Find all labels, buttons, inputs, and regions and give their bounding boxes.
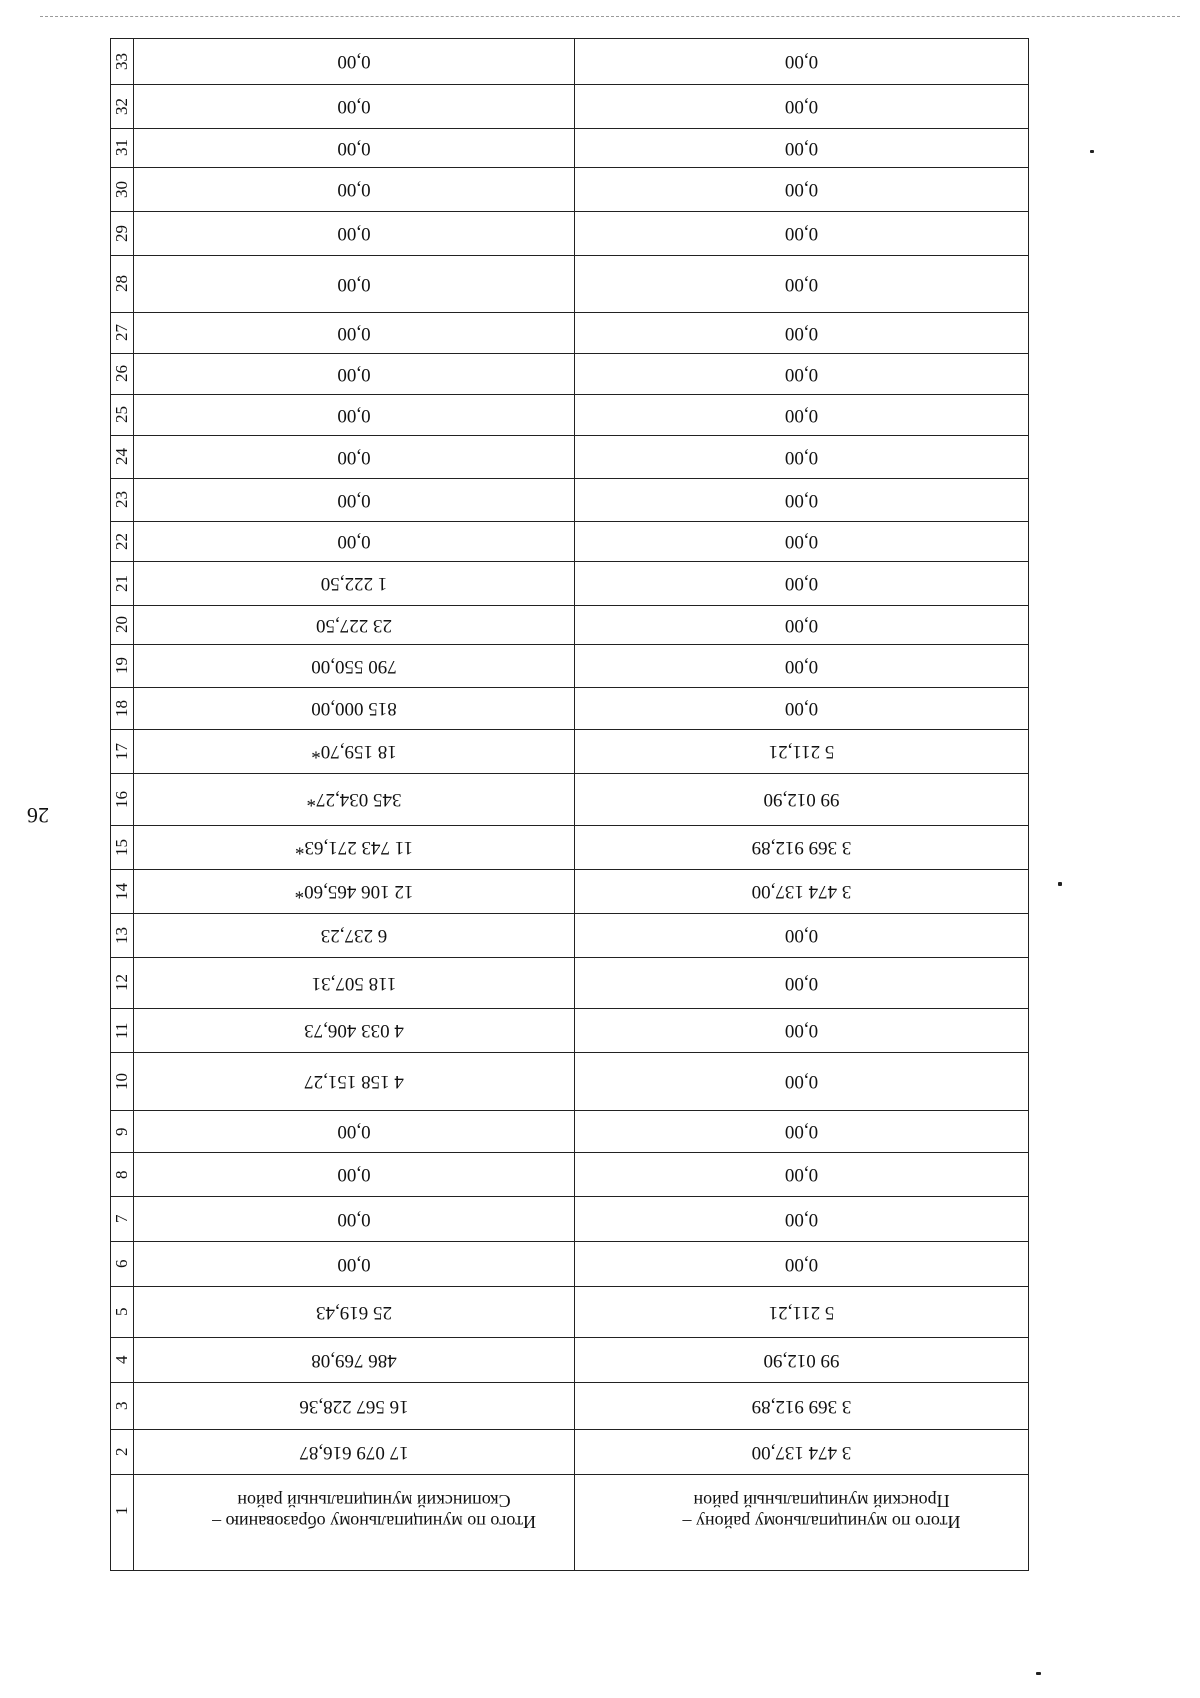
scan-speck: [1036, 1672, 1041, 1675]
cell-left-value: 345 034,27*: [306, 789, 402, 811]
table-row: [111, 730, 1028, 774]
cell-right-value: 0,00: [784, 1020, 819, 1042]
cell-left-value: 0,00: [337, 322, 371, 344]
cell-left-value: 0,00: [337, 1121, 371, 1143]
table-row: [111, 1242, 1028, 1287]
cell-right-value: 3 369 912,89: [751, 1395, 852, 1417]
cell-right-value: 0,00: [784, 273, 819, 295]
cell-right-value: 0,00: [784, 1208, 819, 1230]
cell-left-value: 11 743 271,63*: [294, 837, 414, 859]
table-row: [111, 688, 1028, 730]
cell-left-value: 4 158 151,27: [304, 1071, 404, 1093]
row-number: 29: [112, 225, 131, 242]
cell-left-value: 25 619,43: [316, 1301, 392, 1323]
row-number: 3: [112, 1401, 131, 1411]
cell-left-value: 0,00: [337, 137, 371, 159]
table-row: [111, 212, 1028, 256]
table-row: [111, 606, 1028, 645]
table-row: [111, 168, 1028, 212]
row-number: 9: [112, 1127, 131, 1136]
cell-left-value: 0,00: [337, 273, 371, 295]
table-row: [111, 826, 1028, 870]
row-number: 19: [112, 657, 131, 675]
cell-left-value: 815 000,00: [311, 698, 397, 720]
row-number: 2: [112, 1447, 131, 1457]
cell-right-value: 5 211,21: [768, 741, 835, 763]
cell-right-value: 0,00: [784, 972, 819, 994]
cell-left-value: 0,00: [337, 223, 371, 245]
row-number: 24: [112, 448, 131, 466]
cell-left-value: 486 769,08: [311, 1349, 397, 1371]
cell-left-value: 0,00: [337, 1208, 371, 1230]
cell-left-value: 1 222,50: [320, 573, 388, 595]
cell-right-value: 0,00: [784, 223, 819, 245]
table-row: [111, 129, 1028, 168]
table-row: [111, 395, 1028, 436]
cell-right-value: 0,00: [784, 655, 819, 677]
cell-right-value: 0,00: [784, 614, 819, 636]
cell-right-value: 3 369 912,89: [751, 837, 852, 859]
cell-right-value: 0,00: [784, 51, 819, 73]
cell-left-value: 4 033 406,73: [304, 1020, 404, 1042]
table-row: [111, 870, 1028, 914]
scan-speck: [1090, 150, 1094, 153]
cell-right-value: 0,00: [784, 925, 819, 947]
row-number: 5: [112, 1307, 131, 1317]
cell-left-value: 0,00: [337, 51, 371, 73]
cell-left-value: 0,00: [337, 1253, 371, 1275]
cell-right-value: 0,00: [784, 179, 819, 201]
table-row: [111, 256, 1028, 313]
row-number: 32: [112, 98, 131, 115]
cell-left-value: 0,00: [337, 531, 371, 553]
table-row: [111, 1111, 1028, 1153]
table-row: [111, 1338, 1028, 1383]
cell-right-value: 0,00: [784, 1071, 819, 1093]
row-number: 17: [112, 743, 131, 760]
row-number: 30: [112, 181, 131, 198]
row-number: 22: [112, 533, 131, 550]
row-number: 33: [112, 53, 131, 70]
cell-right-value: 0,00: [784, 1164, 819, 1186]
row-number: 4: [112, 1355, 131, 1365]
cell-left-value: 790 550,00: [311, 655, 397, 677]
cell-left-value: 0,00: [337, 179, 371, 201]
table-row: [111, 436, 1028, 479]
row-number: 7: [112, 1214, 131, 1224]
table-row: [111, 1287, 1028, 1338]
cell-right-value: 0,00: [784, 1121, 819, 1143]
cell-left-value: 0,00: [337, 446, 371, 468]
cell-left-value: 0,00: [337, 96, 371, 118]
table-row: [111, 1383, 1028, 1430]
row-number: 1: [112, 1506, 131, 1516]
cell-right-value: 3 474 137,00: [751, 881, 852, 903]
row-number: 8: [112, 1170, 131, 1179]
cell-right-value: 0,00: [784, 489, 819, 511]
table-row: [111, 522, 1028, 562]
row-number: 10: [112, 1073, 131, 1090]
row-number: 28: [112, 275, 131, 293]
row-number: 27: [112, 324, 131, 342]
cell-right-value: 3 474 137,00: [751, 1441, 852, 1463]
row-number: 14: [112, 883, 131, 900]
table-row: [111, 562, 1028, 606]
row-number: 21: [112, 575, 131, 592]
cell-left-value: 0,00: [337, 404, 371, 426]
cell-left-value: 6 237,23: [320, 925, 388, 947]
data-table: [110, 38, 1029, 1571]
table-row: [111, 645, 1028, 688]
table-row: [111, 958, 1028, 1009]
cell-right-value: 0,00: [784, 573, 819, 595]
table-row: [111, 1009, 1028, 1053]
cell-left-value: 16 567 228,36: [299, 1395, 409, 1417]
table-row: [111, 354, 1028, 395]
table-row: [111, 1197, 1028, 1242]
cell-right-value: 99 012,90: [763, 1349, 840, 1371]
row-number: 6: [112, 1259, 131, 1269]
table-row: [111, 479, 1028, 522]
row-number: 31: [112, 139, 131, 157]
cell-left-value: Итого по муниципальному образованию – Скопинский муниципальный район: [212, 1491, 536, 1532]
cell-right-value: 99 012,90: [763, 789, 840, 811]
table-row: [111, 85, 1028, 129]
row-number: 23: [112, 491, 131, 509]
row-number: 12: [112, 974, 131, 992]
cell-left-value: 0,00: [337, 363, 371, 385]
cell-right-value: 0,00: [784, 363, 819, 385]
table-row: [111, 1153, 1028, 1197]
table-row: [111, 1430, 1028, 1475]
table-row: [111, 313, 1028, 354]
cell-right-value: 0,00: [784, 322, 819, 344]
row-number: 11: [112, 1022, 131, 1039]
cell-left-value: 23 227,50: [316, 614, 392, 636]
page-number: 26: [27, 803, 49, 828]
row-number: 25: [112, 406, 131, 424]
cell-right-value: 0,00: [784, 531, 819, 553]
cell-left-value: 18 159,70*: [311, 741, 397, 763]
row-number: 26: [112, 365, 131, 383]
row-number: 20: [112, 616, 131, 634]
cell-left-value: 12 106 465,60*: [294, 881, 414, 903]
row-number: 16: [112, 791, 131, 808]
cell-right-value: 0,00: [784, 446, 819, 468]
table-row: [111, 914, 1028, 958]
row-number: 13: [112, 927, 131, 944]
table-row: [111, 39, 1028, 85]
cell-right-value: 5 211,21: [768, 1301, 835, 1323]
table-row: [111, 1053, 1028, 1111]
cell-right-value: 0,00: [784, 137, 819, 159]
cell-left-value: 0,00: [337, 1164, 371, 1186]
row-number: 15: [112, 839, 131, 856]
cell-left-value: 0,00: [337, 489, 371, 511]
cell-right-value: 0,00: [784, 1253, 819, 1275]
table-row: [111, 774, 1028, 826]
cell-right-value: 0,00: [784, 698, 819, 720]
scan-speck: [1058, 882, 1062, 886]
scan-edge-line: [40, 16, 1180, 17]
cell-left-value: 118 507,31: [311, 972, 397, 994]
table-row: [111, 1475, 1028, 1547]
cell-right-value: 0,00: [784, 96, 819, 118]
cell-right-value: Итого по муниципальному району – Пронский муниципальный район: [682, 1491, 961, 1532]
cell-left-value: 17 079 616,87: [299, 1441, 409, 1463]
cell-right-value: 0,00: [784, 404, 819, 426]
row-number: 18: [112, 700, 131, 717]
